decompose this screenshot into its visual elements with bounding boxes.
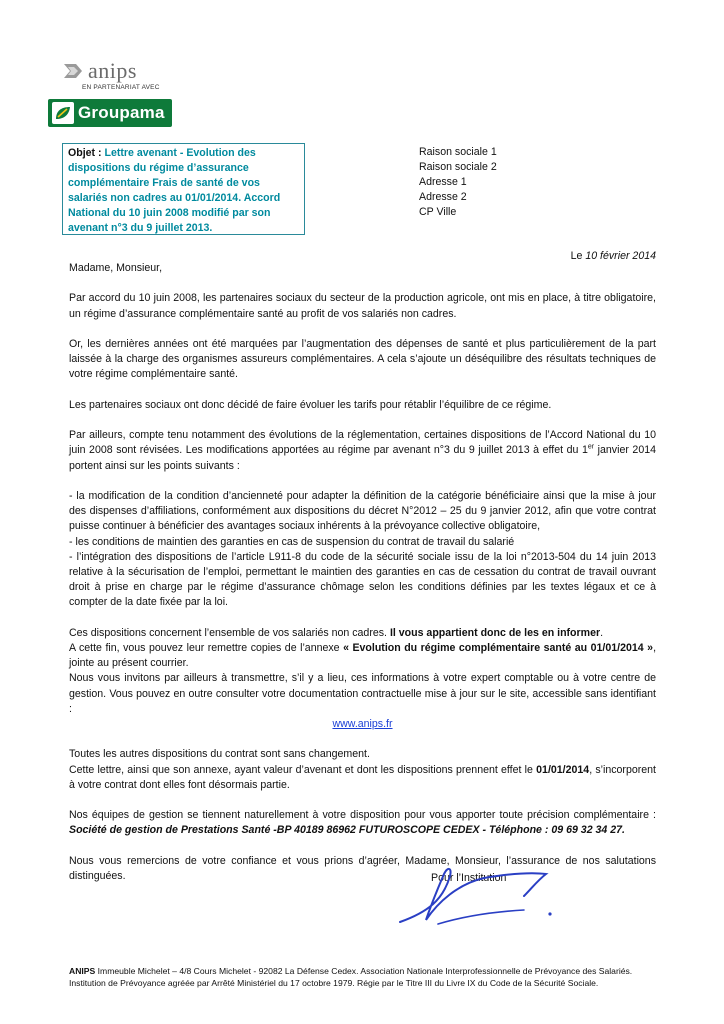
groupama-logo xyxy=(48,99,172,127)
bullet-item: - les conditions de maintien des garanties en cas de suspension du contrat de travail du salarié xyxy=(69,535,515,548)
paragraph: Par ailleurs, compte tenu notamment des évolutions de la réglementation, certaines dispositions de l’Accord National du 10 juin 2008 sont révisées. Les modifications apportées au régime par avenant n°3 du 9 juillet 2013 à effet du 1er janvier 2014 portent ainsi sur les points suivants : xyxy=(69,429,657,472)
paragraph: Nous vous invitons par ailleurs à transmettre, s’il y a lieu, ces informations à votre expert comptable ou à votre centre de gestion. Vous pouvez en outre consulter votre documentation contractuelle mise à jour sur le site, accessible sans identifiant : xyxy=(69,672,656,715)
date-value: 10 février 2014 xyxy=(585,250,656,262)
partnership-label: EN PARTENARIAT AVEC xyxy=(82,84,160,91)
paragraph: Les partenaires sociaux ont donc décidé de faire évoluer les tarifs pour rétablir l’équilibre de ce régime. xyxy=(69,398,552,411)
anips-logo-text: anips xyxy=(88,58,137,83)
footer-line: ANIPS Immeuble Michelet – 4/8 Cours Michelet - 92082 La Défense Cedex. Association Nationale Interprofessionnelle de Prévoyance des Salariés. xyxy=(69,966,633,976)
recipient-address xyxy=(419,145,497,220)
bullet-item: - la modification de la condition d’ancienneté pour adapter la définition de la catégorie bénéficiaire ainsi que la mise à jour des dispenses d’affiliations, conformément aux dispositions du décret N°2012 – 25 du 9 janvier 2012, afin que votre contrat puisse continuer à bénéficier des avantages sociaux inhérents à la prévoyance collective obligatoire, xyxy=(69,489,656,533)
subject-box xyxy=(62,143,305,235)
paragraph: Par accord du 10 juin 2008, les partenaires sociaux du secteur de la production agricole, ont mis en place, à titre obligatoire, un régime d’assurance complémentaire santé au profit de vos salariés non cadres. xyxy=(69,292,656,320)
paragraph: Nous vous remercions de votre confiance et vous prions d’agréer, Madame, Monsieur, l’assurance de nos salutations distinguées. xyxy=(69,854,656,882)
subject-label: Objet : xyxy=(68,147,105,159)
paragraph: Cette lettre, ainsi que son annexe, ayant valeur d’avenant et dont les dispositions prennent effet le 01/01/2014, s’incorporent à votre contrat dont elles font désormais partie. xyxy=(69,763,657,791)
signature-image xyxy=(398,862,568,926)
paragraph: Nos équipes de gestion se tiennent naturellement à votre disposition pour vous apporter toute précision complémentaire : Société de gestion de Prestations Santé -BP 40189 86962 FUTUROSCOPE CEDEX - Téléphone : 09 69 32 34 27. xyxy=(69,809,656,837)
bullet-item: - l’intégration des dispositions de l’article L911-8 du code de la sécurité sociale issu de la loi n°2013-504 du 14 juin 2013 relative à la sécurisation de l’emploi, permettant le maintien des garanties en cas de cessation du contrat de travail ouvrant droit à prise en charge par le régime d’assurance chômage selon les conditions définies par les textes légaux et ce à compter de la date fixée par la loi. xyxy=(69,550,656,609)
paragraph: A cette fin, vous pouvez leur remettre copies de l’annexe « Evolution du régime complémentaire santé au 01/01/2014 », jointe au présent courrier. xyxy=(69,641,657,670)
address-line: Raison sociale 2 xyxy=(419,161,497,173)
date-prefix: Le xyxy=(570,250,586,262)
letter-body xyxy=(69,261,656,884)
groupama-leaf-icon xyxy=(52,102,74,124)
subject-text: Lettre avenant - Evolution des dispositions du régime d’assurance complémentaire Frais de santé de vos salariés non cadres au 01/01/2014. Accord National du 10 juin 2008 modifié par son avenant n°3 du 9 juillet 2013. xyxy=(68,147,281,234)
anips-logo-icon xyxy=(62,61,84,81)
anips-logo xyxy=(62,58,137,84)
paragraph: Ces dispositions concernent l’ensemble de vos salariés non cadres. Il vous appartient donc de les en informer. xyxy=(69,626,604,639)
footer xyxy=(69,965,669,989)
salutation: Madame, Monsieur, xyxy=(69,262,163,274)
address-line: CP Ville xyxy=(419,206,457,218)
website-link[interactable]: www.anips.fr xyxy=(332,718,393,730)
address-line: Adresse 2 xyxy=(419,191,467,203)
signoff: Pour l’Institution xyxy=(431,872,507,884)
address-line: Adresse 1 xyxy=(419,176,467,188)
website-link-row xyxy=(69,717,656,732)
groupama-logo-text: Groupama xyxy=(78,103,165,122)
address-line: Raison sociale 1 xyxy=(419,146,497,158)
footer-line: Institution de Prévoyance agréée par Arrêté Ministériel du 17 octobre 1979. Régie par le Titre III du Livre IX du Code de la Sécurité Sociale. xyxy=(69,978,599,988)
paragraph: Or, les dernières années ont été marquées par l’augmentation des dépenses de santé et plus particulièrement de la part laissée à la charge des organismes assureurs complémentaires. A cela s’ajoute un déséquilibre des résultats techniques de votre régime complémentaire santé. xyxy=(69,337,656,381)
paragraph: Toutes les autres dispositions du contrat sont sans changement. xyxy=(69,748,370,761)
